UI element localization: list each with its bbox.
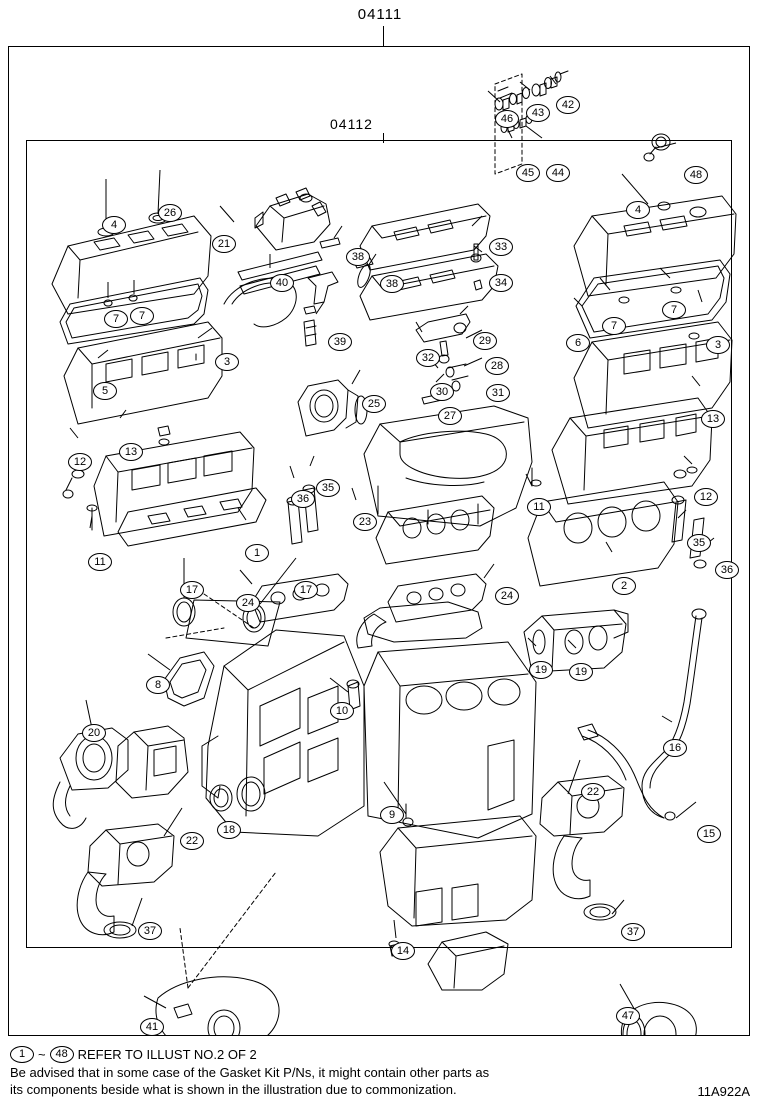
callout-bubble-46[interactable]: 46	[495, 110, 519, 128]
callout-bubble-19[interactable]: 19	[569, 663, 593, 681]
callout-bubble-48[interactable]: 48	[684, 166, 708, 184]
top-label-leader	[383, 26, 384, 46]
callout-bubble-13[interactable]: 13	[119, 443, 143, 461]
callout-bubble-45[interactable]: 45	[516, 164, 540, 182]
callout-bubble-5[interactable]: 5	[93, 382, 117, 400]
callout-bubble-3[interactable]: 3	[706, 336, 730, 354]
footer-ref-start-bubble: 1	[10, 1046, 34, 1063]
footer-note	[10, 1044, 750, 1098]
callout-bubble-3[interactable]: 3	[215, 353, 239, 371]
callout-bubble-4[interactable]: 4	[626, 201, 650, 219]
callout-bubble-23[interactable]: 23	[353, 513, 377, 531]
callout-bubble-1[interactable]: 1	[245, 544, 269, 562]
callout-bubble-15[interactable]: 15	[697, 825, 721, 843]
callout-bubble-38[interactable]: 38	[346, 248, 370, 266]
callout-bubble-47[interactable]: 47	[616, 1007, 640, 1025]
footer-ref-text: REFER TO ILLUST NO.2 OF 2	[77, 1046, 257, 1062]
callout-bubble-26[interactable]: 26	[158, 204, 182, 222]
callout-bubble-27[interactable]: 27	[438, 407, 462, 425]
callout-bubble-18[interactable]: 18	[217, 821, 241, 839]
callout-bubble-36[interactable]: 36	[291, 490, 315, 508]
callout-bubble-6[interactable]: 6	[566, 334, 590, 352]
callout-bubble-16[interactable]: 16	[663, 739, 687, 757]
callout-bubble-24[interactable]: 24	[495, 587, 519, 605]
callout-bubble-7[interactable]: 7	[130, 307, 154, 325]
callout-bubble-28[interactable]: 28	[485, 357, 509, 375]
callout-bubble-10[interactable]: 10	[330, 702, 354, 720]
callout-bubble-14[interactable]: 14	[391, 942, 415, 960]
callout-bubble-11[interactable]: 11	[527, 498, 551, 516]
callout-bubble-13[interactable]: 13	[701, 410, 725, 428]
callout-bubble-30[interactable]: 30	[430, 383, 454, 401]
callout-bubble-41[interactable]: 41	[140, 1018, 164, 1036]
callout-bubble-7[interactable]: 7	[602, 317, 626, 335]
callout-bubble-19[interactable]: 19	[529, 661, 553, 679]
callout-bubble-25[interactable]: 25	[362, 395, 386, 413]
drawing-code: 11A922A	[697, 1084, 750, 1099]
callout-bubble-35[interactable]: 35	[687, 534, 711, 552]
callout-bubble-38[interactable]: 38	[380, 275, 404, 293]
footer-note-line-2: its components beside what is shown in the illustration due to commonization.	[10, 1082, 457, 1097]
callout-bubble-21[interactable]: 21	[212, 235, 236, 253]
callout-bubble-29[interactable]: 29	[473, 332, 497, 350]
callout-bubble-39[interactable]: 39	[328, 333, 352, 351]
callout-bubble-4[interactable]: 4	[102, 216, 126, 234]
callout-bubble-42[interactable]: 42	[556, 96, 580, 114]
callout-bubble-2[interactable]: 2	[612, 577, 636, 595]
diagram-top-label: 04111	[357, 6, 403, 23]
callout-bubble-32[interactable]: 32	[416, 349, 440, 367]
callout-bubble-11[interactable]: 11	[88, 553, 112, 571]
footer-note-line-1: Be advised that in some case of the Gasket Kit P/Ns, it might contain other parts as	[10, 1065, 490, 1080]
callout-bubble-7[interactable]: 7	[662, 301, 686, 319]
callout-bubble-36[interactable]: 36	[715, 561, 739, 579]
diagram-inner-label: 04112	[330, 116, 373, 132]
callout-bubble-22[interactable]: 22	[180, 832, 204, 850]
callout-bubble-43[interactable]: 43	[526, 104, 550, 122]
callout-bubble-35[interactable]: 35	[316, 479, 340, 497]
callout-bubble-34[interactable]: 34	[489, 274, 513, 292]
callout-bubble-44[interactable]: 44	[546, 164, 570, 182]
footer-ref-tilde: ~	[38, 1046, 46, 1062]
callout-bubble-37[interactable]: 37	[138, 922, 162, 940]
callout-bubble-22[interactable]: 22	[581, 783, 605, 801]
callout-bubble-17[interactable]: 17	[294, 581, 318, 599]
callout-bubble-12[interactable]: 12	[694, 488, 718, 506]
callout-bubble-12[interactable]: 12	[68, 453, 92, 471]
callout-bubble-33[interactable]: 33	[489, 238, 513, 256]
inner-frame	[26, 140, 732, 948]
callout-bubble-40[interactable]: 40	[270, 274, 294, 292]
footer-ref-end-bubble: 48	[50, 1046, 74, 1063]
callout-bubble-7[interactable]: 7	[104, 310, 128, 328]
callout-bubble-17[interactable]: 17	[180, 581, 204, 599]
callout-bubble-31[interactable]: 31	[486, 384, 510, 402]
callout-bubble-9[interactable]: 9	[380, 806, 404, 824]
callout-bubble-24[interactable]: 24	[236, 594, 260, 612]
callout-bubble-8[interactable]: 8	[146, 676, 170, 694]
callout-bubble-20[interactable]: 20	[82, 724, 106, 742]
callout-bubble-37[interactable]: 37	[621, 923, 645, 941]
